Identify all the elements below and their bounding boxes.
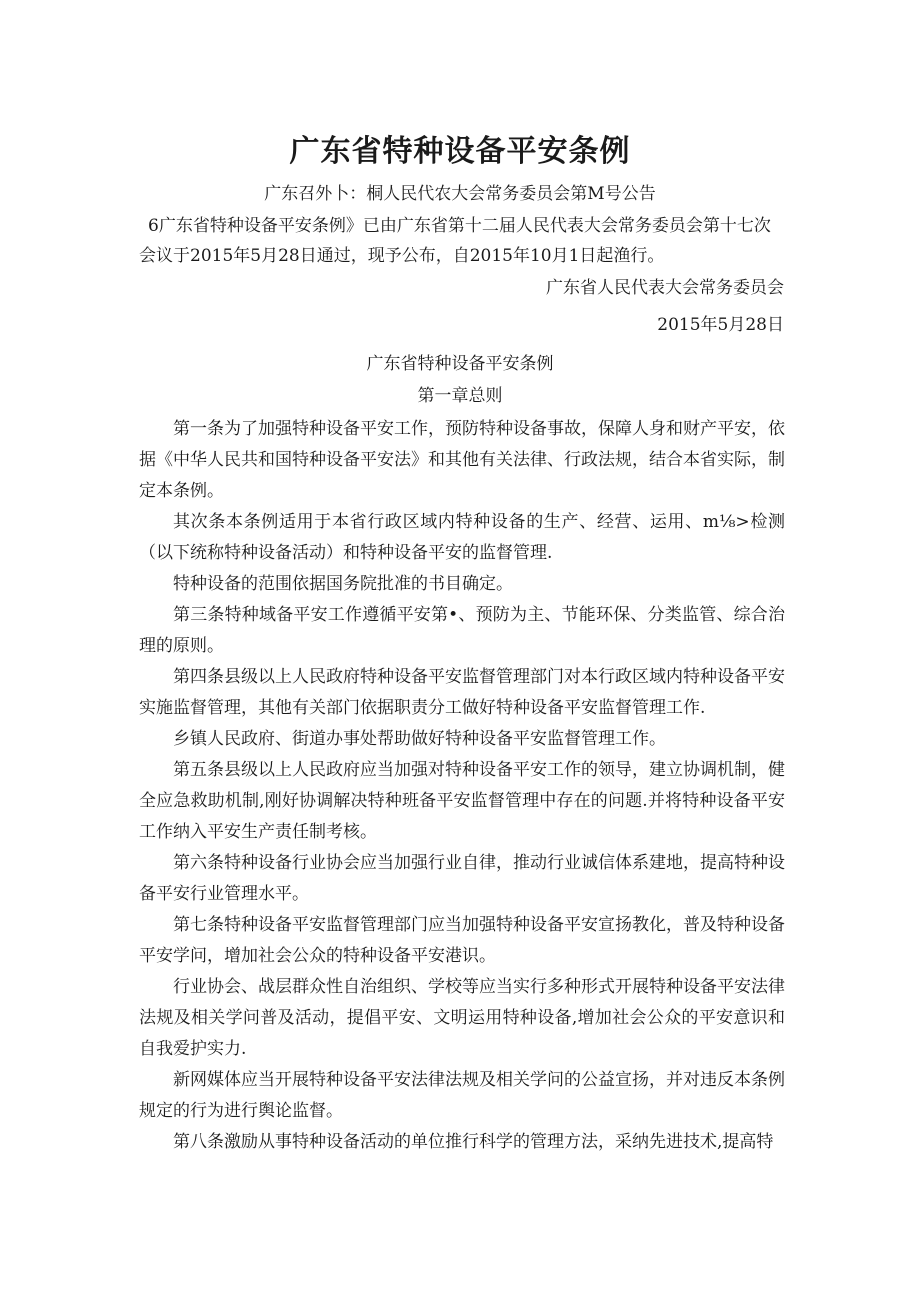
document-title: 广东省特种设备平安条例: [289, 134, 631, 169]
regulation-body: [139, 414, 785, 1158]
article-1: 第一条为了加强特种设备平安工作，预防特种设备事故，保障人身和财产平安，依据《中华人民共和国特种设备平安法》和其他有关法律、行政法规，结合本省实际，制定本条例。: [139, 419, 785, 501]
article-7-media: 新网媒体应当开展特种设备平安法律法规及相关学问的公益宣扬，并对违反本条例规定的行为进行舆论监督。: [139, 1070, 785, 1121]
article-4: 第四条县级以上人民政府特种设备平安监督管理部门对本行政区域内特种设备平安实施监督管理，其他有关部门依据职责分工做好特种设备平安监督管理工作.: [139, 667, 785, 718]
article-2: 其次条本条例适用于本省行政区域内特种设备的生产、经营、运用、m⅛>检测（以下统称特种设备活动）和特种设备平安的监督管理.: [139, 512, 785, 563]
article-8: 第八条激励从事特种设备活动的单位推行科学的管理方法，采纳先进技术,提高特: [173, 1132, 774, 1152]
article-6: 第六条特种设备行业协会应当加强行业自律，推动行业诚信体系建地，提高特种设备平安行业管理水平。: [139, 853, 785, 904]
article-7-associations: 行业协会、战层群众性自治组织、学校等应当实行多种形式开展特种设备平安法律法规及相关学问普及活动，提倡平安、文明运用特种设备,增加社会公众的平安意识和自我爱护实力.: [139, 977, 785, 1059]
article-3: 第三条特种域备平安工作遵循平安第•、预防为主、节能环保、分类监管、综合治理的原则。: [139, 605, 785, 656]
regulation-subtitle: 广东省特种设备平安条例: [366, 354, 554, 374]
chapter-heading: 第一章总则: [417, 386, 503, 406]
issue-date: 2015年5月28日: [657, 315, 784, 335]
article-4-township: 乡镇人民政府、街道办事处帮助做好特种设备平安监督管理工作。: [173, 729, 666, 749]
announcement-body-line-1: 6广东省特种设备平安条例》已由广东省第十二届人民代表大会常务委员会第十七次: [148, 216, 771, 236]
article-7: 第七条特种设备平安监督管理部门应当加强特种设备平安宣扬教化，普及特种设备平安学问，增加社会公众的特种设备平安港识。: [139, 915, 785, 966]
article-5: 第五条县级以上人民政府应当加强对特种设备平安工作的领导，建立协调机制，健全应急救助机制,刚好协调解决特种班备平安监督管理中存在的问题.并将特种设备平安工作纳入平安生产责任制考核。: [139, 760, 785, 842]
issuer: 广东省人民代表大会常务委员会: [546, 278, 784, 298]
announcement-body-line-2: 会议于2015年5月28日通过，现予公布，自2015年10月1日起渔行。: [139, 246, 665, 266]
announcement-header: 广东召外卜：桐人民代农大会常务委员会第M号公告: [264, 184, 656, 204]
article-2-scope: 特种设备的范围依据国务院批准的书目确定。: [173, 574, 513, 594]
